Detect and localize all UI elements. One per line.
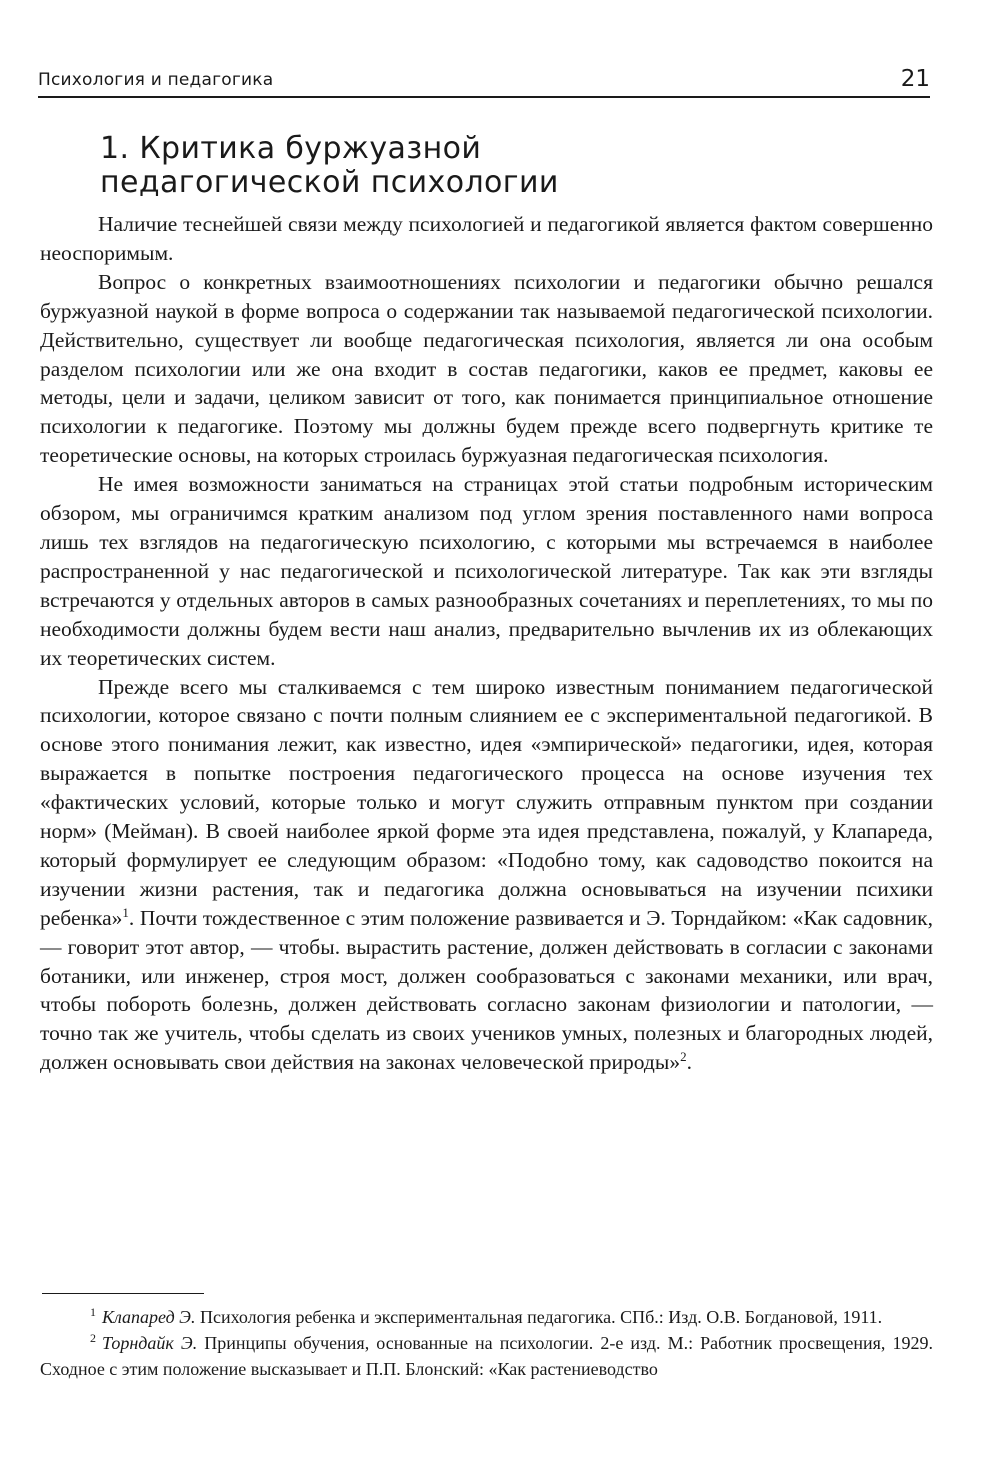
- footnotes: [40, 1304, 933, 1382]
- footnote-1: [40, 1304, 933, 1330]
- footnote-1-author: Клапаред Э.: [102, 1307, 196, 1327]
- body-text: [40, 210, 933, 1077]
- paragraph-4-part-3: .: [686, 1050, 692, 1075]
- page-number: 21: [900, 66, 930, 92]
- running-title: Психология и педагогика: [38, 70, 274, 90]
- chapter-title: [100, 132, 920, 200]
- footnote-2-text: Принципы обучения, основанные на психологии. 2-е изд. М.: Работник просвещения, 1929. Сходное с этим положение высказывает и П.П. Блонский: «Как растениеводство: [40, 1333, 933, 1379]
- footnote-ref-1[interactable]: 1: [122, 904, 129, 920]
- footnote-2-mark: 2: [90, 1331, 96, 1345]
- chapter-title-line-1: 1. Критика буржуазной: [100, 131, 482, 166]
- footnote-divider: [42, 1293, 204, 1294]
- paragraph-4: [40, 673, 933, 1078]
- footnote-ref-2[interactable]: 2: [680, 1049, 687, 1065]
- paragraph-3: Не имея возможности заниматься на страницах этой статьи подробным историческим обзором, мы ограничимся кратким анализом под углом зрения поставленного нами вопроса лишь тех взглядов на педагогическую психологию, с которыми мы встречаемся в наиболее распространенной у нас педагогической и психологической литературе. Так как эти взгляды встречаются у отдельных авторов в самых разнообразных сочетаниях и переплетениях, то мы по необходимости должны будем вести наш анализ, предварительно вычленив их из облекающих их теоретических систем.: [40, 472, 933, 670]
- paragraph-2: Вопрос о конкретных взаимоотношениях психологии и педагогики обычно решался буржуазной наукой в форме вопроса о содержании так называемой педагогической психологии. Действительно, существует ли вообще педагогическая психология, является ли она особым разделом психологии или же она входит в состав педагогики, каков ее предмет, каковы ее методы, цели и задачи, целиком зависит от того, как понимается принципиальное отношение психологии к педагогике. Поэтому мы должны будем прежде всего подвергнуть критике те теоретические основы, на которых строилась буржуазная педагогическая психология.: [40, 269, 933, 468]
- paragraph-4-part-2: . Почти тождественное с этим положение развивается и Э. Торндайком: «Как садовник, — говорит этот автор, — чтобы. вырастить растение, должен действовать в согласии с законами ботаники, или инженер, строя мост, должен сообразоваться с законами механики, или врач, чтобы побороть болезнь, должен действовать согласно законам физиологии и патологии, — точно так же учитель, чтобы сделать из своих учеников умных, полезных и благородных людей, должен основывать свои действия на законах человеческой природы»: [40, 905, 933, 1075]
- chapter-title-line-2: педагогической психологии: [100, 165, 559, 200]
- footnote-2-author: Торндайк Э.: [102, 1333, 198, 1353]
- paragraph-4-part-1: Прежде всего мы сталкиваемся с тем широко известным пониманием педагогической психологии, которое связано с почти полным слиянием ее с экспериментальной педагогикой. В основе этого понимания лежит, как известно, идея «эмпирической» педагогики, идея, которая выражается в попытке построения педагогического процесса на основе изучения тех «фактических условий, которые только и могут служить отправным пунктом при создании норм» (Мейман). В своей наиболее яркой форме эта идея представлена, пожалуй, у Клапареда, который формулирует ее следующим образом: «Подобно тому, как садоводство покоится на изучении жизни растения, так и педагогика должна основываться на изучении психики ребенка»: [40, 674, 933, 930]
- footnote-2: [40, 1330, 933, 1382]
- footnote-1-mark: 1: [90, 1305, 96, 1319]
- running-header: [38, 60, 930, 98]
- paragraph-1: Наличие теснейшей связи между психологией и педагогикой является фактом совершенно неоспоримым.: [40, 212, 933, 265]
- footnote-1-text: Психология ребенка и экспериментальная педагогика. СПб.: Изд. О.В. Богдановой, 1911.: [195, 1307, 883, 1327]
